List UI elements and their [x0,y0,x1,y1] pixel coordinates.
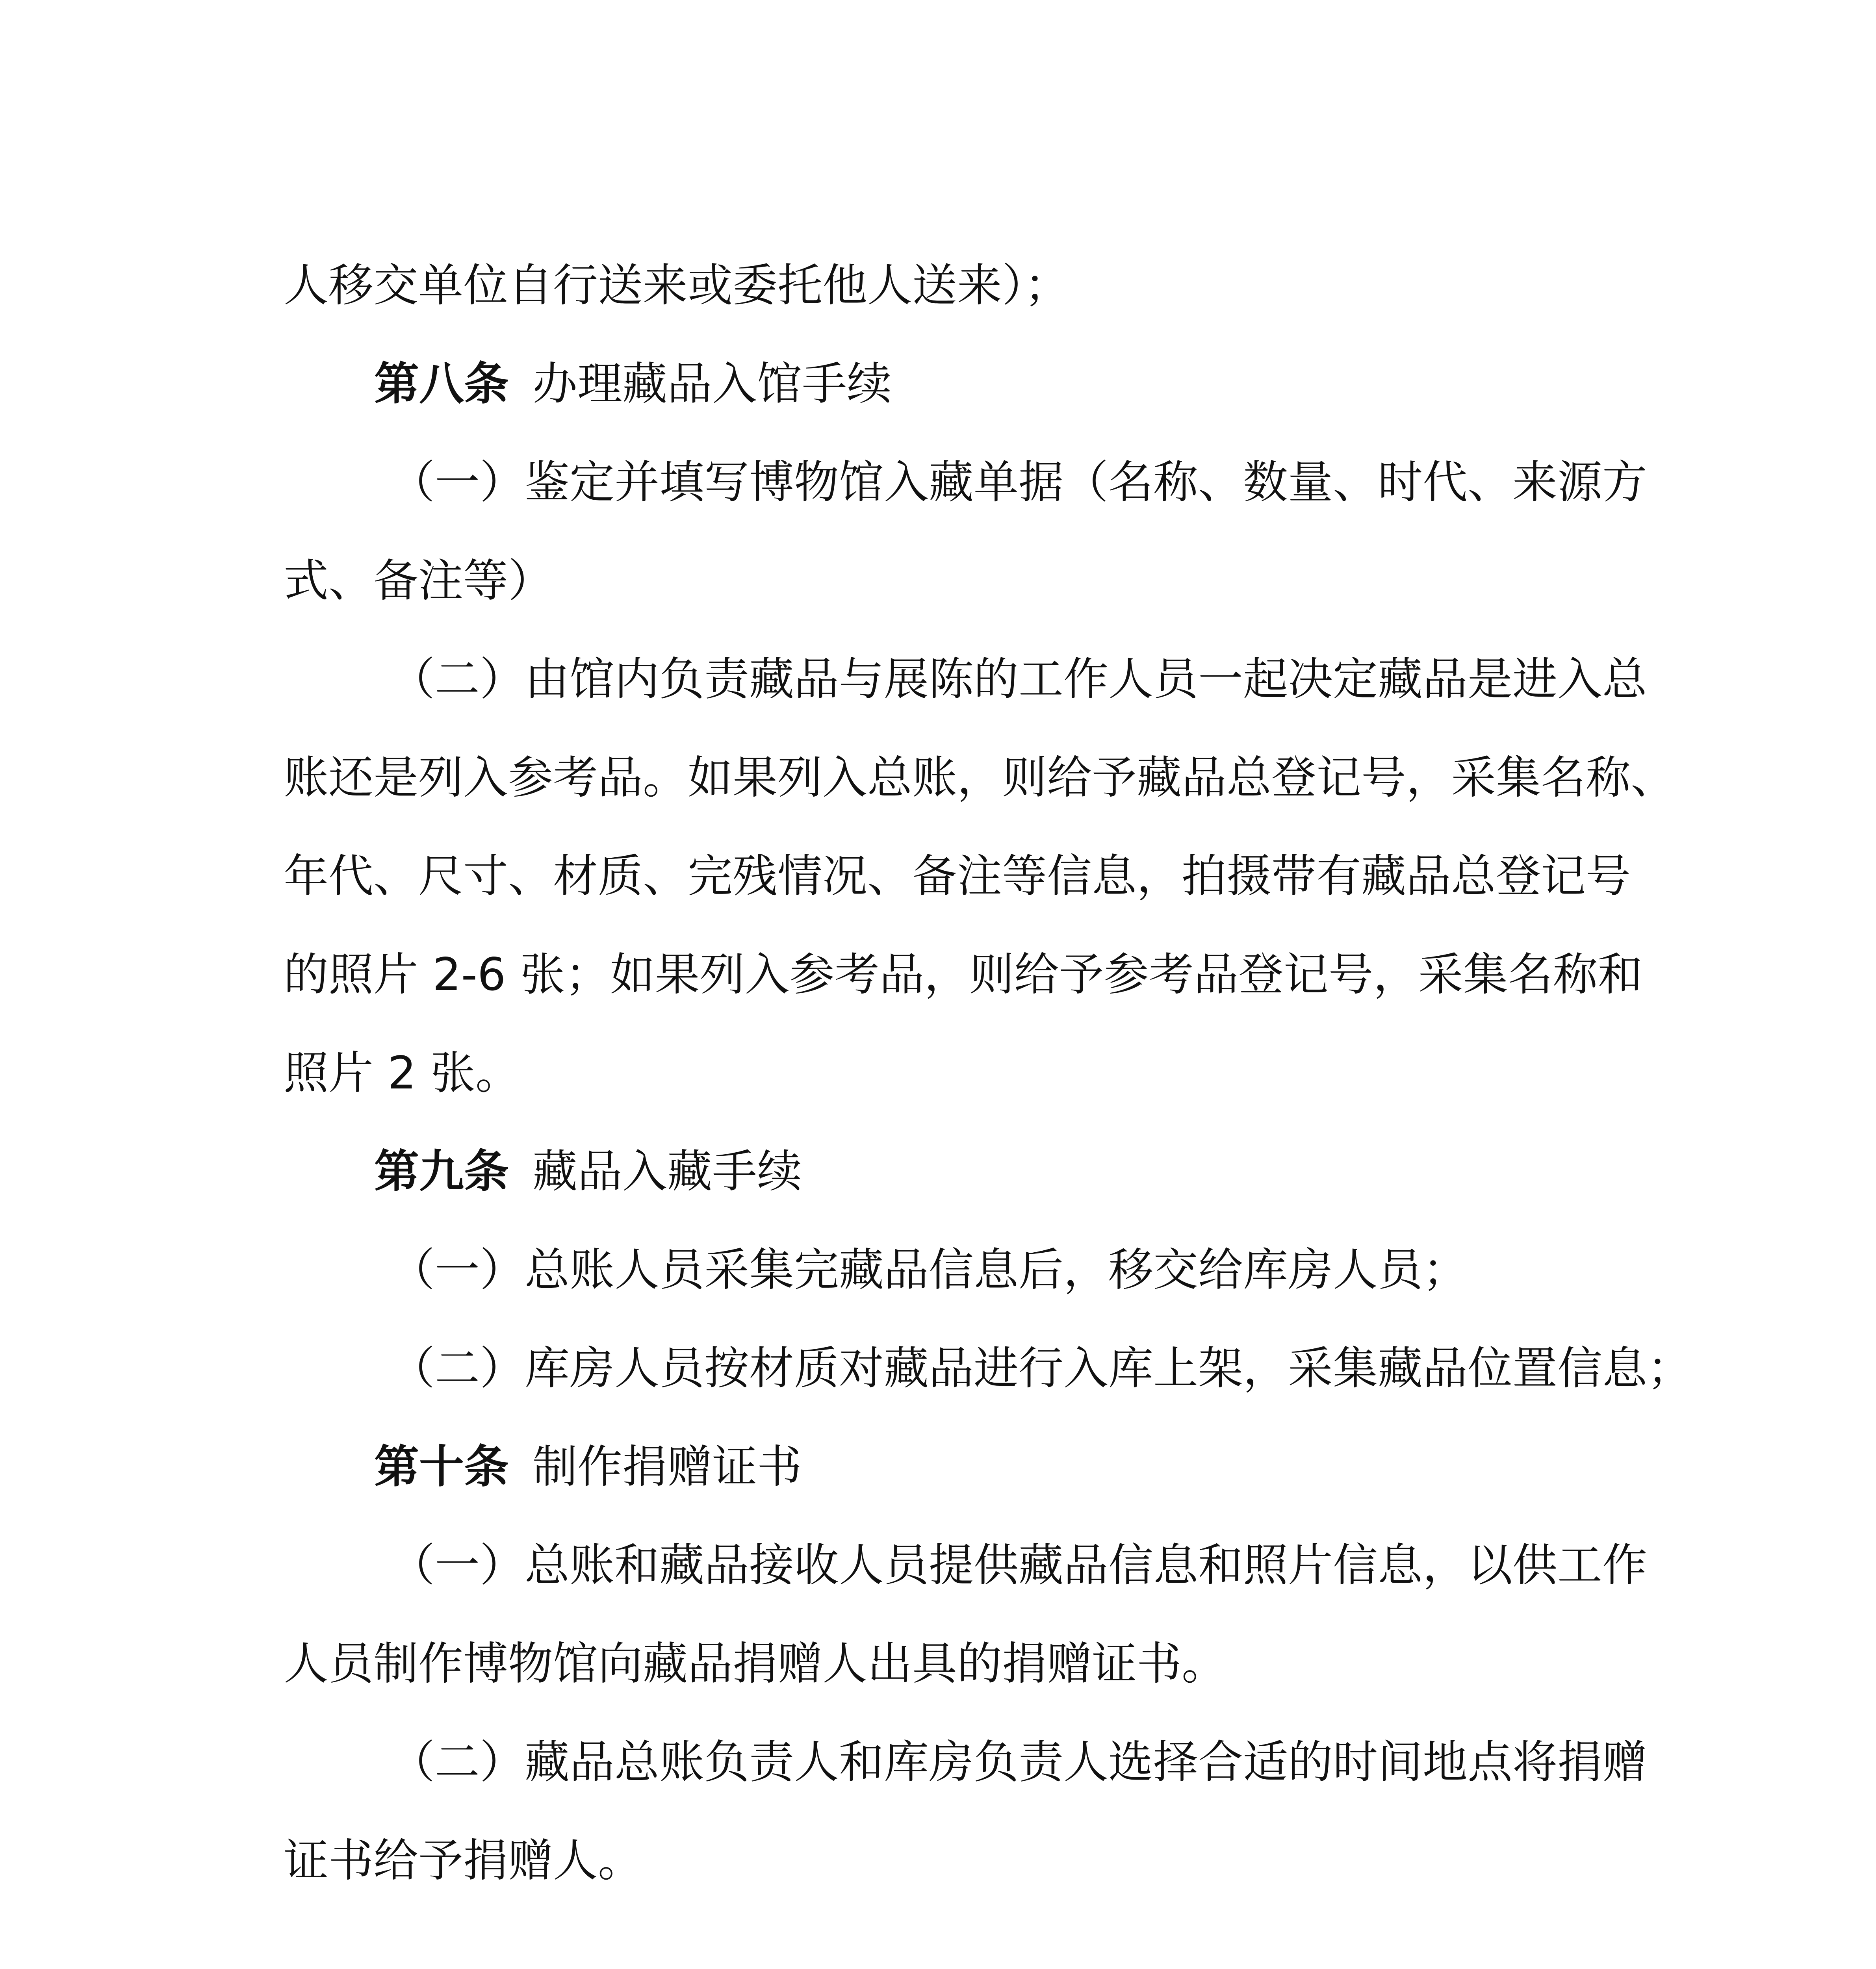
article-9-heading-line [284,1122,1595,1221]
article-10-title: 制作捐赠证书 [533,1441,802,1493]
paragraph-line: 年代、尺寸、材质、完残情况、备注等信息，拍摄带有藏品总登记号 [284,850,1631,902]
article-8-item-2: （二）由馆内负责藏品与展陈的工作人员一起决定藏品是进入总 [390,653,1648,705]
article-10-number: 第十条 [374,1441,509,1493]
paragraph-line: 人移交单位自行送来或委托他人送来）； [284,259,1070,311]
article-9-number: 第九条 [374,1145,509,1198]
paragraph-line: 式、备注等） [284,554,553,607]
article-9-item-2: （二）库房人员按材质对藏品进行入库上架，采集藏品位置信息； [390,1342,1692,1394]
article-10-item-2: （二）藏品总账负责人和库房负责人选择合适的时间地点将捐赠 [390,1736,1648,1788]
paragraph-line: 的照片 2-6 张；如果列入参考品，则给予参考品登记号，采集名称和 [284,948,1643,1001]
article-10-heading-line [284,1418,1595,1516]
document-body [284,236,1692,1910]
paragraph-line: 照片 2 张。 [284,1047,521,1099]
article-8-item-1: （一）鉴定并填写博物馆入藏单据（名称、数量、时代、来源方 [390,456,1648,508]
article-8-number: 第八条 [374,358,509,410]
paragraph-line: 人员制作博物馆向藏品捐赠人出具的捐赠证书。 [284,1637,1227,1690]
paragraph-line: 证书给予捐赠人。 [284,1834,643,1887]
article-10-item-1: （一）总账和藏品接收人员提供藏品信息和照片信息，以供工作 [390,1539,1648,1591]
article-8-title: 办理藏品入馆手续 [533,358,892,410]
paragraph-line: 账还是列入参考品。如果列入总账，则给予藏品总登记号，采集名称、 [284,751,1676,804]
article-8-heading-line [284,335,1595,433]
article-9-item-1: （一）总账人员采集完藏品信息后，移交给库房人员； [390,1244,1468,1296]
article-9-title: 藏品入藏手续 [533,1145,802,1198]
